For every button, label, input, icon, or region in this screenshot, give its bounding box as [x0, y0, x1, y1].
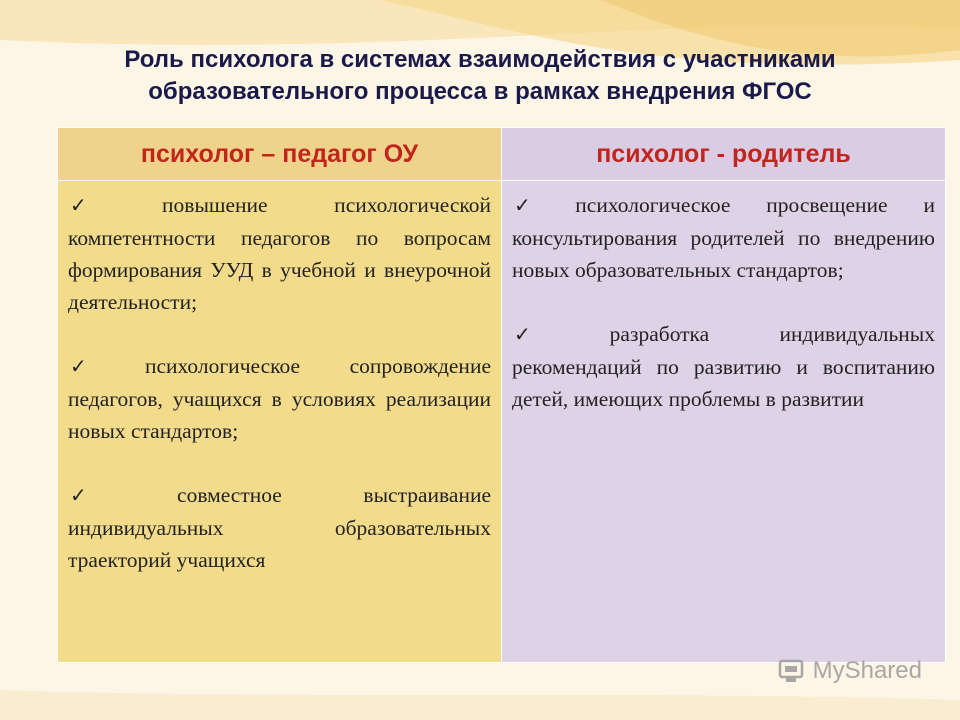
item-text: повышение психологической компетентности педагогов по вопросам формирования УУД в учебной и внеурочной деятельности; [68, 193, 491, 314]
check-icon: ✓ [70, 195, 149, 217]
list-item [512, 318, 935, 415]
item-text: психологическое просвещение и консультирования родителей по внедрению новых образовательных стандартов; [512, 193, 935, 282]
item-text: разработка индивидуальных рекомендаций по развитию и воспитанию детей, имеющих проблемы в развитии [512, 322, 935, 411]
header-teacher: психолог – педагог ОУ [58, 128, 502, 181]
check-icon: ✓ [514, 195, 562, 217]
header-parent: психолог - родитель [502, 128, 946, 181]
check-icon: ✓ [514, 324, 596, 346]
title-line-2: образовательного процесса в рамках внедрения ФГОС [148, 78, 812, 105]
roles-table [57, 127, 946, 663]
list-item [68, 189, 491, 318]
item-text: совместное выстраивание индивидуальных образовательных траекторий учащихся [68, 483, 491, 572]
watermark [777, 657, 922, 685]
check-icon: ✓ [70, 485, 164, 507]
watermark-logo-icon [777, 658, 807, 684]
title-line-1: Роль психолога в системах взаимодействия с участниками [124, 46, 836, 73]
teacher-column [58, 181, 502, 663]
table-header-row [58, 128, 946, 181]
slide-title [20, 44, 940, 108]
watermark-text: MyShared [812, 657, 922, 684]
list-item [68, 479, 491, 576]
parent-column [502, 181, 946, 663]
list-item [68, 350, 491, 447]
list-item [512, 189, 935, 286]
check-icon: ✓ [70, 356, 131, 378]
item-text: психологическое сопровождение педагогов, учащихся в условиях реализации новых стандартов; [68, 354, 491, 443]
table-body-row [58, 181, 946, 663]
